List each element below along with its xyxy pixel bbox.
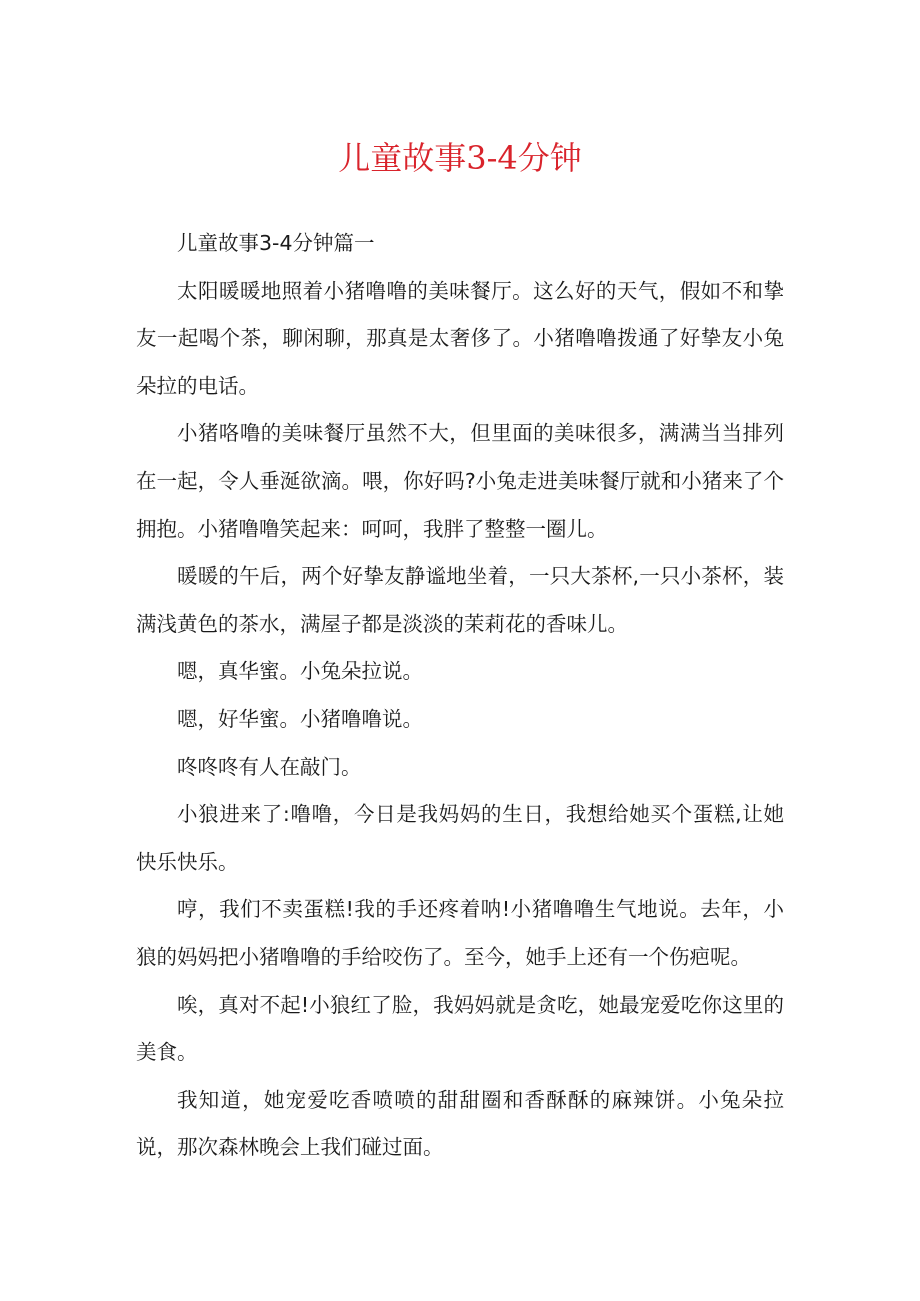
paragraph: 太阳暖暖地照着小猪噜噜的美味餐厅。这么好的天气，假如不和挚友一起喝个茶，聊闲聊，那真是太奢侈了。小猪噜噜拨通了好挚友小兔朵拉的电话。: [136, 278, 784, 398]
paragraph: 我知道，她宠爱吃香喷喷的甜甜圈和香酥酥的麻辣饼。小兔朵拉说，那次森林晚会上我们碰过面。: [136, 1087, 784, 1160]
paragraph: 唉，真对不起!小狼红了脸，我妈妈就是贪吃，她最宠爱吃你这里的美食。: [136, 992, 784, 1065]
paragraph: 咚咚咚有人在敲门。: [177, 754, 362, 779]
paragraph: 小猪咯噜的美味餐厅虽然不大，但里面的美味很多，满满当当排列在一起，令人垂涎欲滴。喂，你好吗?小兔走进美味餐厅就和小猪来了个拥抱。小猪噜噜笑起来：呵呵，我胖了整整一圈儿。: [136, 421, 784, 541]
paragraph: 嗯，好华蜜。小猪噜噜说。: [177, 706, 423, 731]
paragraph: 嗯，真华蜜。小兔朵拉说。: [177, 659, 423, 684]
paragraph-heading: 儿童故事3-4分钟篇一: [177, 231, 375, 255]
paragraph: 小狼进来了:噜噜，今日是我妈妈的生日，我想给她买个蛋糕,让她快乐快乐。: [136, 802, 784, 874]
paragraph: 哼，我们不卖蛋糕!我的手还疼着呐!小猪噜噜生气地说。去年，小狼的妈妈把小猪噜噜的手给咬伤了。至今，她手上还有一个伤疤呢。: [136, 897, 784, 969]
paragraph: 暖暖的午后，两个好挚友静谧地坐着，一只大茶杯,一只小茶杯，装满浅黄色的茶水，满屋子都是淡淡的茉莉花的香味儿。: [136, 564, 784, 636]
document-title: 儿童故事3-4分钟: [338, 139, 582, 177]
document-body: [136, 220, 784, 1172]
